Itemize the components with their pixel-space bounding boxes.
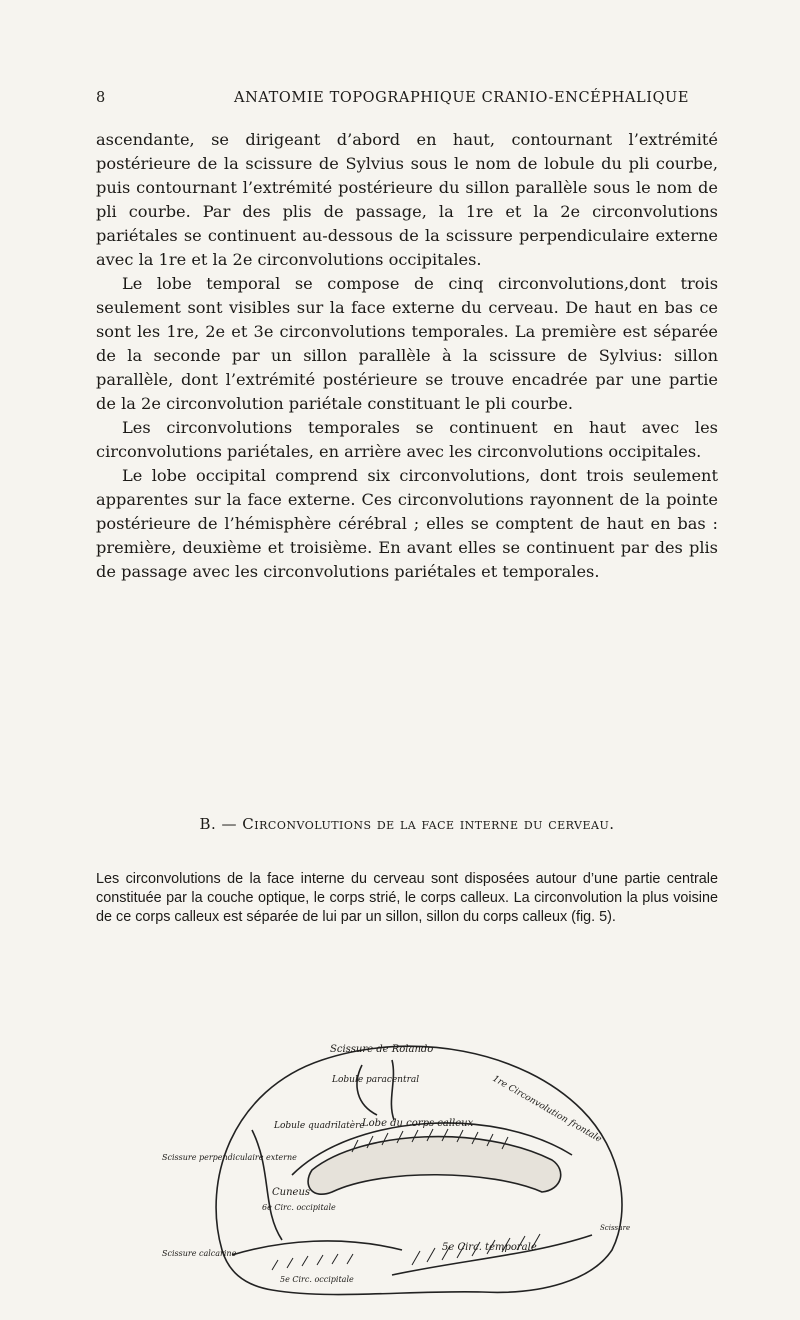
label-circ-frontale: 1re Circonvolution frontale — [490, 1073, 604, 1145]
running-title: ANATOMIE TOPOGRAPHIQUE CRANIO-ENCÉPHALIQUE — [234, 90, 690, 106]
label-scissure-calcarine: Scissure calcarine — [162, 1249, 237, 1258]
paragraph: Le lobe temporal se compose de cinq circonvolutions,dont trois seulement sont visibles sur la face externe du cerveau. De haut en bas ce sont les 1re, 2e et 3e circonvolutions temporales. La première est séparée de la seconde par un sillon parallèle à la scissure de Sylvius: sillon parallèle, dont l’extrémité postérieure se trouve encadrée par une partie de la 2e circonvolution pariétale constituant le pli courbe. — [96, 274, 718, 413]
label-rolando: Scissure de Rolando — [330, 1044, 434, 1055]
paragraph: Le lobe occipital comprend six circonvolutions, dont trois seulement apparentes sur la face externe. Ces circonvolutions rayonnent de la pointe postérieure de l’hémisphère cérébral ; elles se comptent de haut en bas : première, deuxième et troisième. En avant elles se continuent par des plis de passage avec les circonvolutions pariétales et temporales. — [96, 466, 718, 581]
paragraph: ascendante, se dirigeant d’abord en haut, contournant l’extrémité postérieure de la scissure de Sylvius sous le nom de lobule du pli courbe, puis contournant l’extrémité postérieure du sillon parallèle sous le nom de pli courbe. Par des plis de passage, la 1re et la 2e circonvolutions pariétales se continuent au-dessous de la scissure perpendiculaire externe avec la 1re et la 2e circonvolutions occipitales. — [96, 130, 718, 269]
paragraph: Les circonvolutions temporales se continuent en haut avec les circonvolutions pariétales, en arrière avec les circonvolutions occipitales. — [96, 418, 718, 461]
paragraph: Les circonvolutions de la face interne du cerveau sont disposées autour d’une partie centrale constituée par la couche optique, le corps strié, le corps calleux. La circonvolution la plus voisine de ce corps calleux est séparée de lui par un sillon, sillon du corps calleux (fig. 5). — [96, 871, 718, 925]
page-number: 8 — [96, 90, 106, 106]
section-heading: B. — Circonvolutions de la face interne du cerveau. — [199, 815, 615, 833]
text-block-lobes — [96, 128, 718, 584]
label-lobule-quadrilatere: Lobule quadrilatère — [274, 1121, 365, 1131]
text-block-interne — [96, 870, 718, 927]
label-circ-temp-5: 5e Circ. temporale — [442, 1242, 537, 1253]
brain-medial-figure — [162, 1020, 642, 1320]
label-scissure-right: Scissure — [600, 1224, 631, 1232]
label-lobule-paracentral: Lobule paracentral — [332, 1075, 420, 1085]
label-circ-occ-6: 6e Circ. occipitale — [262, 1203, 336, 1212]
label-circ-occ-5: 5e Circ. occipitale — [280, 1275, 354, 1284]
label-scissure-perp: Scissure perpendiculaire externe — [162, 1153, 297, 1162]
label-cuneus: Cuneus — [272, 1187, 311, 1198]
label-lobe-corps-calleux: Lobe du corps calleux — [362, 1118, 474, 1129]
